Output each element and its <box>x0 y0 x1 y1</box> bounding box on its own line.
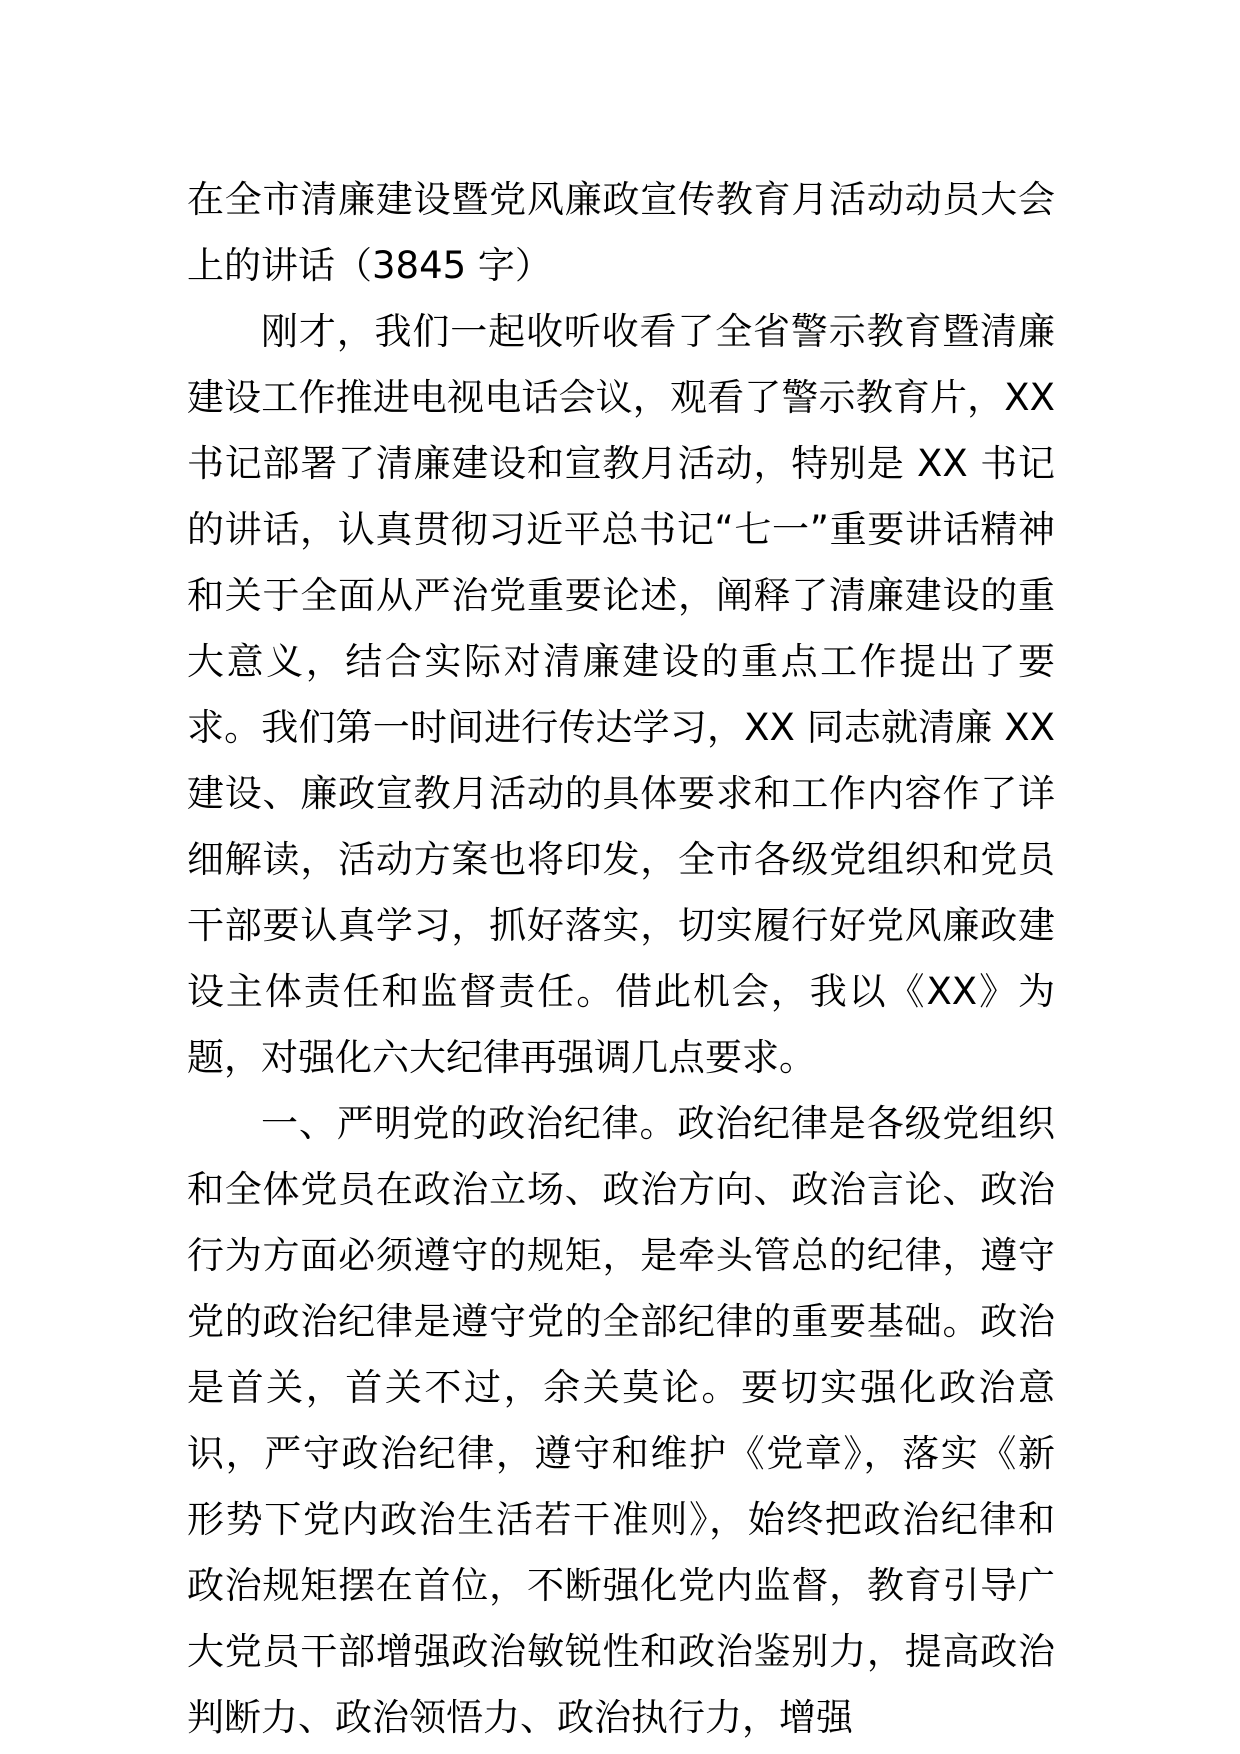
document-body <box>187 167 1055 1751</box>
document-title: 在全市清廉建设暨党风廉政宣传教育月活动动员大会上的讲话（3845 字） <box>187 178 1055 287</box>
paragraph-political-discipline: 一、严明党的政治纪律。政治纪律是各级党组织和全体党员在政治立场、政治方向、政治言论、政治行为方面必须遵守的规矩，是牵头管总的纪律，遵守党的政治纪律是遵守党的全部纪律的重要基础。政治是首关，首关不过，余关莫论。要切实强化政治意识，严守政治纪律，遵守和维护《党章》，落实《新形势下党内政治生活若干准则》，始终把政治纪律和政治规矩摆在首位，不断强化党内监督，教育引导广大党员干部增强政治敏锐性和政治鉴别力，提高政治判断力、政治领悟力、政治执行力，增强 <box>187 1102 1055 1739</box>
paragraph-opening: 刚才，我们一起收听收看了全省警示教育暨清廉建设工作推进电视电话会议，观看了警示教育片，XX 书记部署了清廉建设和宣教月活动，特别是 XX 书记的讲话，认真贯彻习近平总书记“七一”重要讲话精神和关于全面从严治党重要论述，阐释了清廉建设的重大意义，结合实际对清廉建设的重点工作提出了要求。我们第一时间进行传达学习，XX 同志就清廉 XX 建设、廉政宣教月活动的具体要求和工作内容作了详细解读，活动方案也将印发，全市各级党组织和党员干部要认真学习，抓好落实，切实履行好党风廉政建设主体责任和监督责任。借此机会，我以《XX》为题，对强化六大纪律再强调几点要求。 <box>187 310 1055 1079</box>
